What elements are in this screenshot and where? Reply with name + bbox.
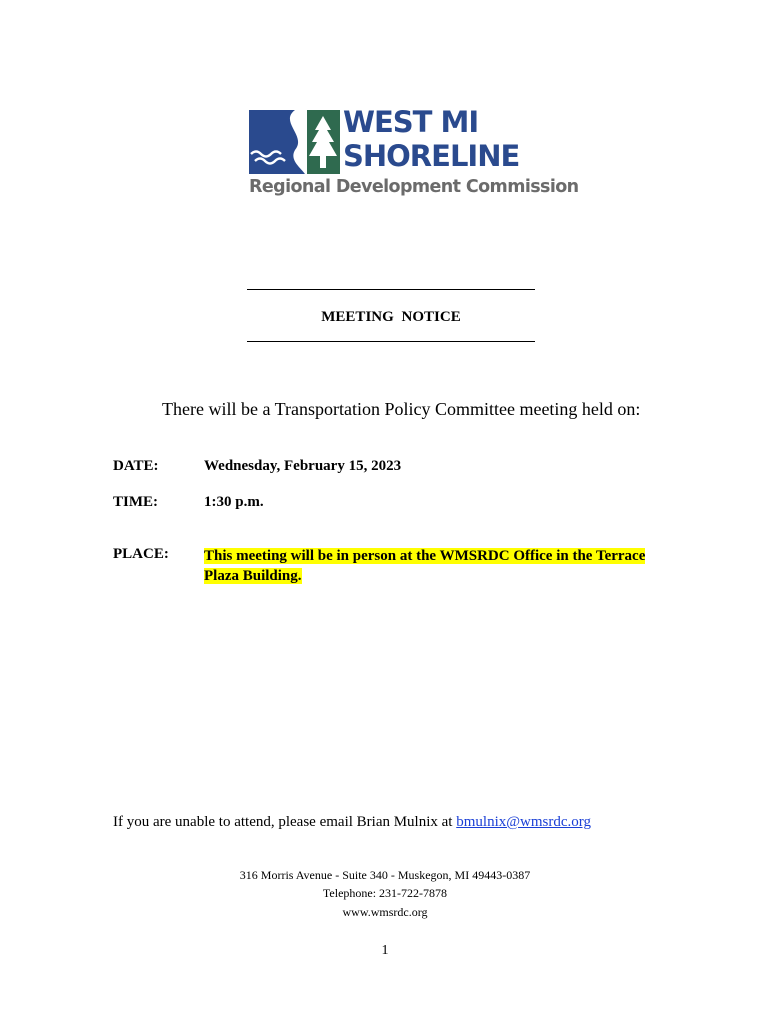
footer-telephone: Telephone: 231-722-7878 — [322, 886, 448, 900]
footer-website: www.wmsrdc.org — [342, 905, 428, 919]
time-label: TIME: — [113, 494, 158, 510]
date-value: Wednesday, February 15, 2023 — [204, 458, 402, 474]
place-label: PLACE: — [113, 546, 169, 562]
notice-top-rule — [247, 289, 535, 290]
footer-address: 316 Morris Avenue - Suite 340 - Muskegon, MI 49443-0387 — [239, 868, 531, 882]
date-label: DATE: — [113, 458, 159, 474]
wmsrdc-logo — [249, 105, 579, 204]
place-highlight-line2: Plaza Building. — [204, 568, 302, 584]
notice-title: MEETING NOTICE — [321, 309, 461, 325]
logo-subtitle: Regional Development Commission — [249, 177, 579, 197]
time-value: 1:30 p.m. — [204, 494, 264, 510]
logo-title-line1: WEST MI — [343, 105, 479, 139]
logo-title-line2: SHORELINE — [343, 139, 520, 173]
notice-bottom-rule — [247, 341, 535, 342]
contact-sentence: If you are unable to attend, please email Brian Mulnix at — [113, 814, 457, 830]
attendance-contact-text — [113, 814, 591, 831]
page-number: 1 — [381, 943, 389, 958]
place-value — [204, 546, 656, 586]
meeting-intro-text: There will be a Transportation Policy Committee meeting held on: — [162, 399, 641, 419]
shoreline-logo-mark-icon — [249, 110, 340, 174]
place-highlight-line1: This meeting will be in person at the WMSRDC Office in the Terrace — [204, 548, 646, 564]
contact-email-link[interactable]: bmulnix@wmsrdc.org — [456, 814, 592, 830]
